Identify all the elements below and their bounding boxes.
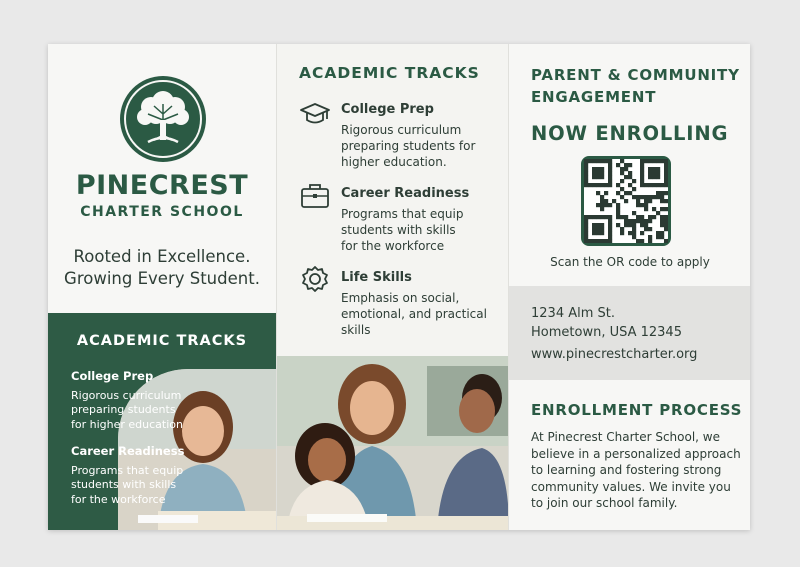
track-line: Emphasis on social,: [341, 291, 460, 305]
qr-module: [664, 207, 668, 211]
website-link[interactable]: www.pinecrestcharter.org: [531, 347, 698, 362]
qr-module: [596, 223, 600, 227]
gear-icon: [299, 264, 331, 292]
qr-module: [628, 171, 632, 175]
qr-module: [608, 227, 612, 231]
track-line: higher education.: [341, 155, 447, 169]
qr-module: [620, 167, 624, 171]
qr-module: [636, 203, 640, 207]
process-line: At Pinecrest Charter School, we: [531, 430, 721, 444]
qr-module: [648, 175, 652, 179]
qr-module: [584, 159, 588, 163]
qr-module: [608, 167, 612, 171]
panel-academic-tracks: [276, 44, 508, 530]
track-line: for the workforce: [341, 239, 445, 253]
qr-module: [656, 195, 660, 199]
qr-module: [596, 231, 600, 235]
qr-module: [644, 203, 648, 207]
brochure: [48, 44, 750, 530]
qr-module: [596, 191, 600, 195]
qr-module: [632, 235, 636, 239]
qr-module: [648, 227, 652, 231]
qr-module: [624, 219, 628, 223]
qr-module: [648, 159, 652, 163]
qr-module: [600, 239, 604, 243]
qr-module: [640, 183, 644, 187]
qr-module: [584, 215, 588, 219]
left-track-line: for higher education: [71, 417, 183, 431]
qr-module: [620, 159, 624, 163]
enrollment-process-title: ENROLLMENT PROCESS: [531, 401, 743, 419]
qr-module: [584, 231, 588, 235]
oak-tree-icon: [118, 74, 208, 164]
qr-module: [608, 183, 612, 187]
qr-module: [600, 175, 604, 179]
qr-module: [656, 191, 660, 195]
qr-module: [644, 227, 648, 231]
qr-module: [584, 167, 588, 171]
qr-module: [608, 175, 612, 179]
qr-module: [604, 199, 608, 203]
qr-module: [660, 215, 664, 219]
qr-module: [640, 175, 644, 179]
qr-module: [640, 167, 644, 171]
qr-module: [608, 235, 612, 239]
qr-module: [652, 159, 656, 163]
qr-module: [600, 207, 604, 211]
qr-module: [644, 207, 648, 211]
qr-module: [628, 231, 632, 235]
qr-module: [632, 187, 636, 191]
qr-module: [584, 239, 588, 243]
qr-module: [640, 195, 644, 199]
qr-module: [636, 215, 640, 219]
qr-module: [628, 223, 632, 227]
qr-module: [596, 175, 600, 179]
qr-module: [640, 223, 644, 227]
qr-module: [640, 163, 644, 167]
qr-module: [640, 219, 644, 223]
qr-module: [612, 199, 616, 203]
left-track-line: students with skills: [71, 478, 177, 491]
process-line: community values. We invite you: [531, 479, 731, 494]
qr-module: [660, 235, 664, 239]
qr-module: [664, 191, 668, 195]
qr-module: [632, 223, 636, 227]
qr-module: [640, 239, 644, 243]
qr-module: [616, 215, 620, 219]
left-track-line: Programs that equip: [71, 463, 184, 477]
left-track-college: [71, 369, 183, 432]
family-photo: [277, 356, 509, 530]
track-line: emotional, and practical: [341, 307, 487, 321]
qr-module: [636, 199, 640, 203]
qr-module: [628, 219, 632, 223]
qr-module: [664, 171, 668, 175]
left-track-line: Rigorous curriculum: [71, 388, 182, 402]
qr-module: [664, 183, 668, 187]
qr-module: [620, 179, 624, 183]
panel-cover: [48, 44, 276, 530]
qr-code-icon[interactable]: [581, 156, 671, 246]
qr-module: [584, 227, 588, 231]
qr-module: [616, 183, 620, 187]
qr-module: [660, 231, 664, 235]
academic-tracks-title: ACADEMIC TRACKS: [299, 64, 480, 82]
engagement-title-line: ENGAGEMENT: [531, 88, 657, 106]
qr-module: [616, 211, 620, 215]
qr-module: [608, 231, 612, 235]
qr-module: [648, 239, 652, 243]
qr-module: [592, 167, 596, 171]
qr-module: [648, 235, 652, 239]
qr-module: [640, 179, 644, 183]
qr-module: [648, 183, 652, 187]
qr-module: [584, 163, 588, 167]
qr-module: [652, 215, 656, 219]
qr-module: [652, 183, 656, 187]
tagline-line: Rooted in Excellence.: [73, 247, 251, 266]
qr-module: [660, 183, 664, 187]
qr-module: [592, 231, 596, 235]
qr-module: [600, 171, 604, 175]
engagement-title-line: PARENT & COMMUNITY: [531, 66, 740, 84]
track-heading: Life Skills: [341, 270, 412, 285]
qr-module: [624, 163, 628, 167]
track-description: [341, 290, 501, 338]
process-line: to learning and fostering strong: [531, 463, 722, 477]
qr-module: [596, 167, 600, 171]
qr-module: [648, 199, 652, 203]
qr-module: [584, 179, 588, 183]
qr-module: [640, 203, 644, 207]
qr-module: [656, 231, 660, 235]
qr-module: [664, 163, 668, 167]
qr-module: [608, 171, 612, 175]
qr-module: [588, 215, 592, 219]
qr-module: [644, 159, 648, 163]
qr-module: [652, 171, 656, 175]
qr-module: [660, 159, 664, 163]
qr-module: [656, 175, 660, 179]
qr-module: [656, 211, 660, 215]
qr-module: [596, 183, 600, 187]
track-line: Programs that equip: [341, 207, 464, 221]
tagline-line: Growing Every Student.: [64, 269, 260, 288]
qr-module: [664, 223, 668, 227]
qr-module: [648, 195, 652, 199]
address-block: [509, 286, 750, 380]
qr-module: [600, 223, 604, 227]
qr-module: [640, 159, 644, 163]
qr-module: [628, 183, 632, 187]
left-track-heading: College Prep: [71, 369, 154, 383]
qr-module: [596, 227, 600, 231]
qr-module: [664, 175, 668, 179]
qr-module: [600, 195, 604, 199]
qr-module: [596, 171, 600, 175]
qr-module: [624, 215, 628, 219]
qr-module: [620, 215, 624, 219]
qr-module: [592, 215, 596, 219]
school-subtitle: CHARTER SCHOOL: [80, 204, 244, 220]
qr-module: [632, 195, 636, 199]
qr-module: [620, 187, 624, 191]
qr-module: [664, 239, 668, 243]
track-heading: College Prep: [341, 102, 434, 117]
qr-module: [636, 219, 640, 223]
left-tracks-title: ACADEMIC TRACKS: [76, 333, 248, 349]
qr-module: [652, 207, 656, 211]
qr-module: [584, 175, 588, 179]
qr-module: [584, 235, 588, 239]
qr-module: [664, 159, 668, 163]
qr-module: [652, 195, 656, 199]
qr-module: [616, 203, 620, 207]
qr-module: [632, 211, 636, 215]
qr-module: [644, 195, 648, 199]
qr-module: [604, 203, 608, 207]
qr-module: [600, 199, 604, 203]
qr-module: [592, 183, 596, 187]
qr-module: [628, 191, 632, 195]
process-line: believe in a personalized approach: [531, 446, 741, 461]
qr-module: [636, 195, 640, 199]
qr-module: [596, 159, 600, 163]
qr-module: [584, 223, 588, 227]
track-line: students with skills: [341, 223, 456, 237]
briefcase-icon: [299, 182, 331, 210]
graduation-cap-icon: [299, 100, 331, 128]
qr-module: [592, 175, 596, 179]
qr-caption: Scan the OR code to apply: [550, 255, 710, 269]
qr-module: [648, 167, 652, 171]
track-line: preparing students for: [341, 139, 476, 153]
qr-module: [660, 219, 664, 223]
process-line: to join our school family.: [531, 496, 678, 510]
qr-module: [616, 191, 620, 195]
qr-module: [608, 159, 612, 163]
qr-module: [600, 183, 604, 187]
qr-module: [664, 219, 668, 223]
track-description: [341, 122, 501, 170]
qr-module: [592, 159, 596, 163]
qr-module: [600, 215, 604, 219]
qr-module: [620, 231, 624, 235]
tagline: [48, 246, 276, 290]
left-track-line: for the workforce: [71, 492, 166, 506]
qr-module: [616, 223, 620, 227]
qr-module: [640, 215, 644, 219]
qr-module: [596, 239, 600, 243]
qr-module: [628, 175, 632, 179]
qr-module: [592, 227, 596, 231]
qr-module: [624, 223, 628, 227]
qr-module: [644, 199, 648, 203]
qr-module: [604, 239, 608, 243]
track-line: Rigorous curriculum: [341, 123, 462, 137]
qr-module: [600, 203, 604, 207]
qr-module: [652, 175, 656, 179]
qr-module: [644, 219, 648, 223]
qr-module: [588, 183, 592, 187]
qr-module: [656, 183, 660, 187]
qr-module: [664, 179, 668, 183]
qr-module: [608, 219, 612, 223]
qr-module: [592, 171, 596, 175]
qr-module: [632, 179, 636, 183]
qr-module: [592, 223, 596, 227]
qr-module: [648, 219, 652, 223]
qr-module: [624, 175, 628, 179]
qr-module: [632, 219, 636, 223]
qr-module: [624, 199, 628, 203]
qr-module: [644, 223, 648, 227]
qr-module: [624, 191, 628, 195]
qr-module: [584, 183, 588, 187]
qr-module: [604, 215, 608, 219]
qr-module: [644, 183, 648, 187]
qr-module: [656, 159, 660, 163]
qr-module: [660, 195, 664, 199]
qr-module: [604, 183, 608, 187]
school-name: PINECREST: [75, 170, 249, 201]
qr-module: [656, 235, 660, 239]
qr-module: [660, 199, 664, 203]
qr-module: [600, 159, 604, 163]
address-city: Hometown, USA 12345: [531, 325, 682, 340]
now-enrolling-heading: NOW ENROLLING: [531, 122, 729, 145]
qr-module: [640, 231, 644, 235]
qr-module: [620, 171, 624, 175]
qr-module: [660, 223, 664, 227]
qr-module: [588, 239, 592, 243]
qr-module: [604, 191, 608, 195]
qr-module: [608, 179, 612, 183]
qr-module: [588, 159, 592, 163]
qr-module: [616, 207, 620, 211]
enrollment-process-text: [531, 429, 743, 512]
qr-module: [664, 215, 668, 219]
qr-module: [636, 239, 640, 243]
qr-module: [584, 171, 588, 175]
qr-module: [660, 191, 664, 195]
left-track-career: [71, 444, 184, 507]
qr-module: [608, 215, 612, 219]
qr-module: [656, 167, 660, 171]
track-line: skills: [341, 323, 371, 337]
qr-module: [584, 219, 588, 223]
qr-module: [664, 227, 668, 231]
qr-module: [608, 163, 612, 167]
qr-module: [592, 239, 596, 243]
qr-module: [620, 195, 624, 199]
qr-module: [648, 215, 652, 219]
qr-module: [604, 159, 608, 163]
qr-module: [600, 231, 604, 235]
track-description: [341, 206, 501, 254]
qr-module: [608, 223, 612, 227]
qr-module: [640, 171, 644, 175]
academic-tracks-block: [48, 313, 276, 530]
qr-module: [600, 167, 604, 171]
engagement-title: [531, 64, 746, 108]
qr-module: [616, 163, 620, 167]
panel-engagement: [508, 44, 750, 530]
qr-module: [656, 171, 660, 175]
qr-module: [632, 231, 636, 235]
qr-module: [664, 167, 668, 171]
left-track-line: preparing students: [71, 403, 176, 416]
qr-module: [628, 163, 632, 167]
address-street: 1234 Alm St.: [531, 306, 615, 321]
qr-module: [632, 227, 636, 231]
qr-module: [664, 199, 668, 203]
qr-module: [608, 203, 612, 207]
qr-module: [660, 207, 664, 211]
track-heading: Career Readiness: [341, 186, 470, 201]
qr-module: [648, 171, 652, 175]
qr-module: [600, 227, 604, 231]
left-track-heading: Career Readiness: [71, 444, 185, 458]
qr-module: [596, 203, 600, 207]
qr-module: [608, 239, 612, 243]
qr-module: [596, 215, 600, 219]
qr-module: [624, 167, 628, 171]
qr-module: [652, 167, 656, 171]
qr-module: [620, 227, 624, 231]
